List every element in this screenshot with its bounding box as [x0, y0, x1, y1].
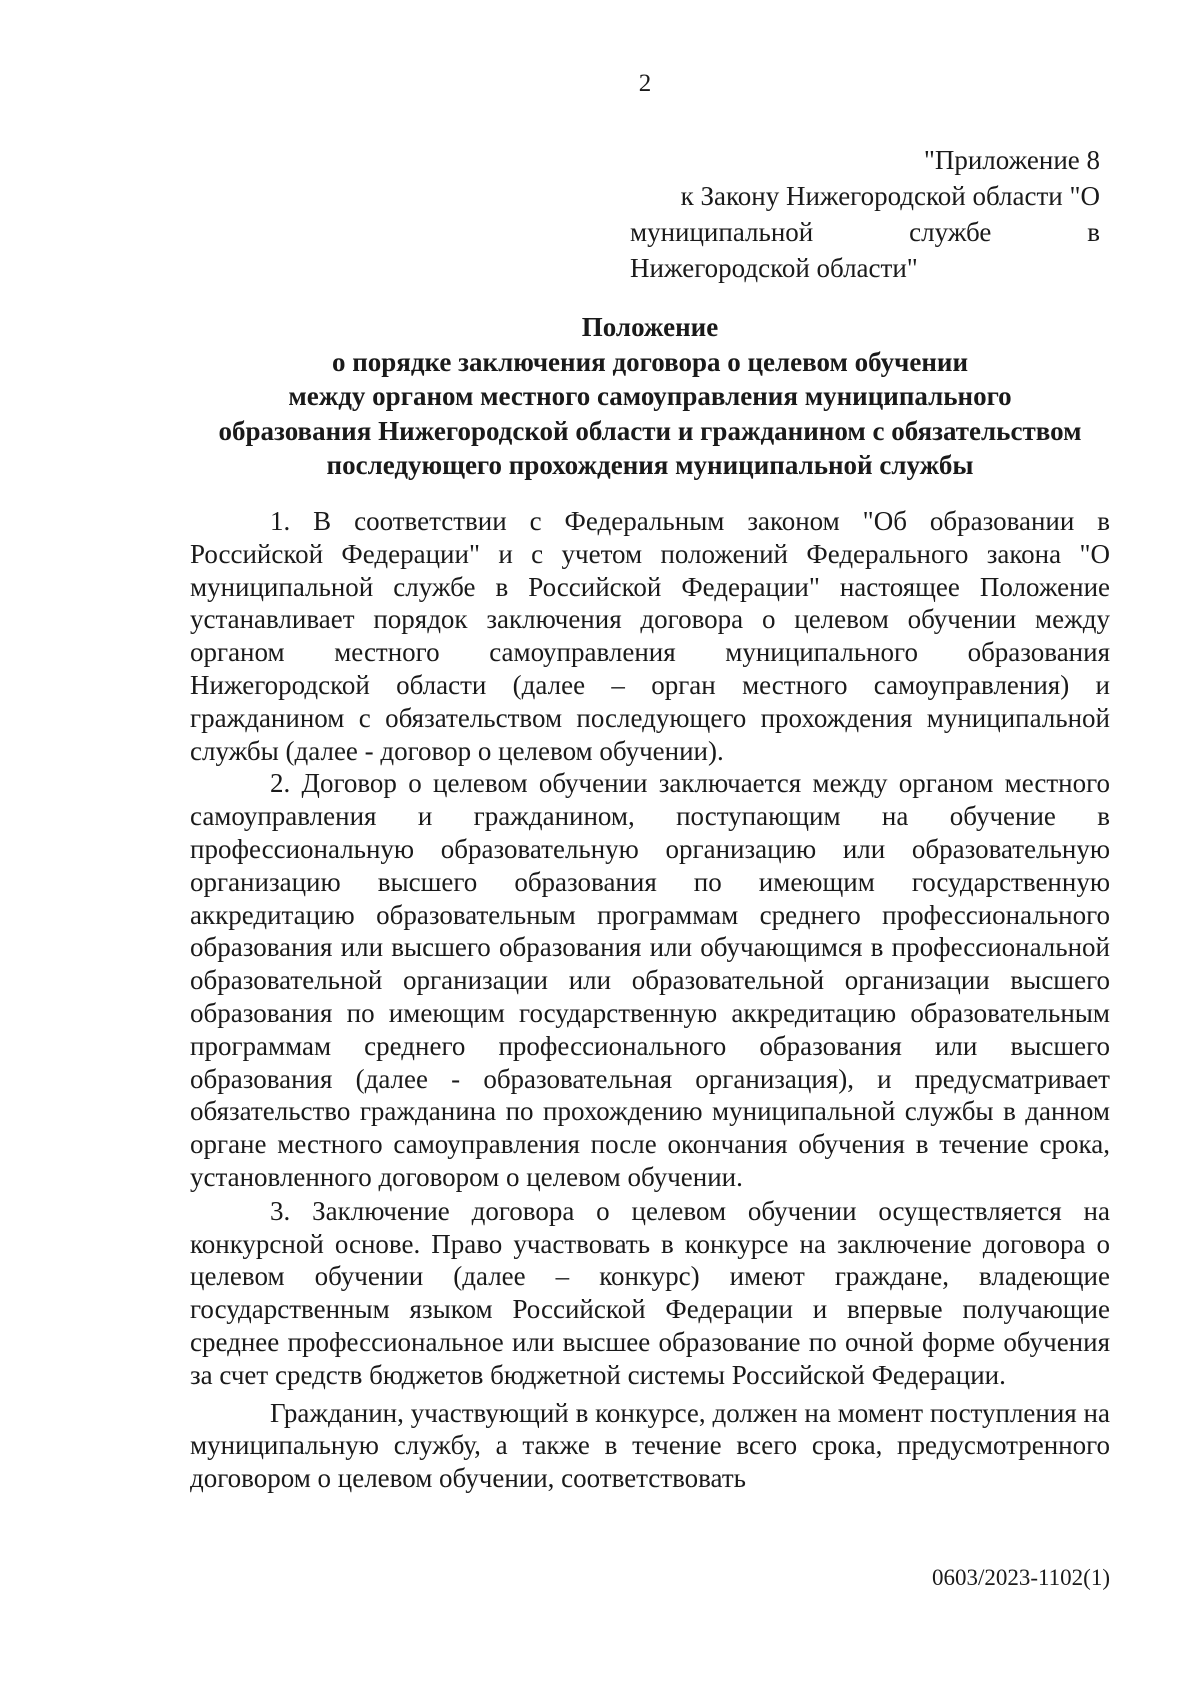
appendix-line: к Закону Нижегородской области "О: [680, 181, 1100, 211]
title-line: о порядке заключения договора о целевом обучении: [331, 346, 969, 377]
paragraph-1: 1. В соответствии с Федеральным законом "Об образовании в Российской Федерации" и с учетом положений Федерального закона "О муниципальной службе в Российской Федерации" настоящее Положение устанавливает порядок заключения договора о целевом обучении между органом местного самоуправления муниципального образования Нижегородской области (далее – орган местного самоуправления) и гражданином с обязательством последующего прохождения муниципальной службы (далее - договор о целевом обучении).: [190, 506, 1110, 766]
title-line: между органом местного самоуправления муниципального: [288, 381, 1012, 411]
document-title: [180, 310, 1120, 483]
title-line: последующего прохождения муниципальной службы: [326, 450, 974, 480]
appendix-reference: [630, 142, 1100, 286]
paragraph-2: 2. Договор о целевом обучении заключается между органом местного самоуправления и гражданином, поступающим на обучение в профессиональную образовательную организацию или образовательную организацию высшего образования по имеющим государственную аккредитацию образовательным программам среднего профессионального образования или высшего образования или обучающимся в профессиональной образовательной организации или образовательной организации высшего образования по имеющим государственную аккредитацию образовательным программам среднего профессионального образования или высшего образования (далее - образовательная организация), и предусматривает обязательство гражданина по прохождению муниципальной службы в данном органе местного самоуправления после окончания обучения в течение срока, установленного договором о целевом обучении.: [190, 768, 1110, 1192]
appendix-line: "Приложение 8: [923, 145, 1100, 175]
title-line: Положение: [581, 312, 719, 342]
appendix-line: Нижегородской области": [630, 253, 918, 283]
paragraph-3: 3. Заключение договора о целевом обучении осуществляется на конкурсной основе. Право участвовать в конкурсе на заключение договора о целевом обучении (далее – конкурс) имеют граждане, владеющие государственным языком Российской Федерации и впервые получающие среднее профессиональное или высшее образование по очной форме обучения за счет средств бюджетов бюджетной системы Российской Федерации.: [190, 1195, 1110, 1390]
page-number: 2: [638, 70, 652, 97]
title-line: образования Нижегородской области и гражданином с обязательством: [218, 415, 1082, 446]
document-body: [190, 505, 1110, 1495]
appendix-line: муниципальной службе в: [630, 217, 1100, 247]
paragraph-4: Гражданин, участвующий в конкурсе, должен на момент поступления на муниципальную службу, а также в течение всего срока, предусмотренного договором о целевом обучении, соответствовать: [190, 1397, 1110, 1494]
document-registration-number: 0603/2023-1102(1): [931, 1565, 1110, 1590]
